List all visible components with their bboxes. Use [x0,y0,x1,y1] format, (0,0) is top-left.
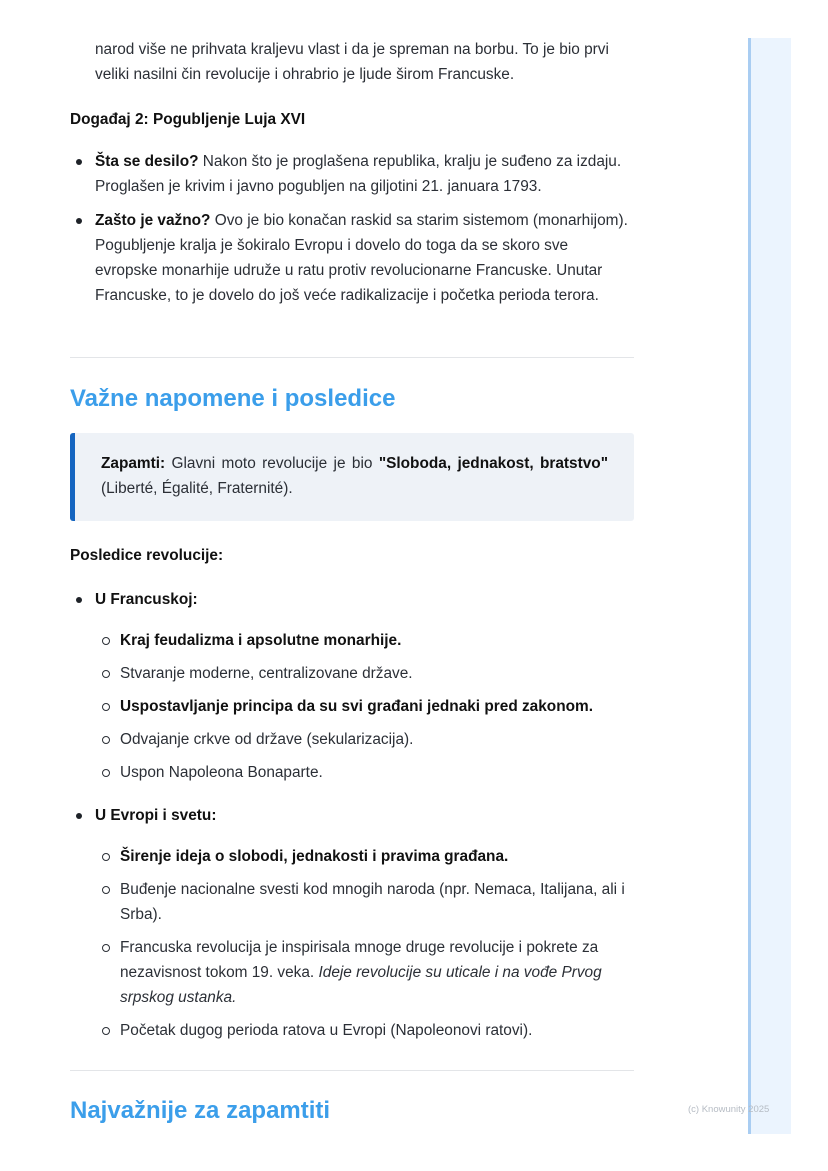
serbian-uprising-note: Ideje revolucije su uticale i na vođe Prvog srpskog ustanka. [120,964,602,1006]
motto-text: "Sloboda, jednakost, bratstvo" [378,455,608,472]
section-title-important: Važne napomene i posledice [70,385,396,412]
france-label: U Francuskoj: [70,587,634,612]
list-item [70,149,634,199]
page-side-panel [748,38,791,1134]
copyright-footer: (c) Knowunity 2025 [688,1104,770,1115]
europe-list [95,844,634,1043]
list-item [70,208,634,308]
remember-text-after: (Liberté, Égalité, Fraternité). [101,480,293,497]
what-happened-text: Nakon što je proglašena republika, kralju je suđeno za izdaju. Proglašen je krivim i javno pogubljen na giljotini 21. januara 1793. [95,153,622,195]
remember-text-before: Glavni moto revolucije je bio [165,455,379,472]
event-2-list [70,149,634,308]
remember-label: Zapamti: [101,455,166,472]
list-item: Širenje ideja o slobodi, jednakosti i pravima građana. [95,844,634,869]
list-item [95,935,634,1010]
list-item: Buđenje nacionalne svesti kod mnogih naroda (npr. Nemaca, Italijana, ali i Srba). [95,877,634,927]
event-2-heading: Događaj 2: Pogubljenje Luja XVI [70,111,306,128]
what-happened-label: Šta se desilo? [95,153,199,170]
continuation-paragraph: narod više ne prihvata kraljevu vlast i da je spreman na borbu. To je bio prvi veliki nasilni čin revolucije i ohrabrio je ljude širom Francuske. [95,41,609,83]
consequences-france [70,587,634,785]
section-divider [70,357,634,358]
consequences-heading: Posledice revolucije: [70,547,224,564]
europe-label: U Evropi i svetu: [70,803,634,828]
list-item: Stvaranje moderne, centralizovane države. [95,661,634,686]
list-item: Odvajanje crkve od države (sekularizacija). [95,727,634,752]
france-list [95,628,634,785]
consequences-europe [70,803,634,1043]
list-item: Kraj feudalizma i apsolutne monarhije. [95,628,634,653]
inspiration-text: Francuska revolucija je inspirisala mnoge druge revolucije i pokrete za nezavisnost tokom 19. veka. [120,939,599,981]
remember-callout [70,433,634,521]
list-item: Početak dugog perioda ratova u Evropi (Napoleonovi ratovi). [95,1018,634,1043]
section-divider [70,1070,634,1071]
list-item: Uspostavljanje principa da su svi građani jednaki pred zakonom. [95,694,634,719]
why-important-text: Ovo je bio konačan raskid sa starim sistemom (monarhijom). Pogubljenje kralja je šokiralo Evropu i dovelo do toga da se skoro sve evropske monarhije udruže u ratu protiv revolucionarne Francuske. Unutar Francuske, to je dovelo do još veće radikalizacije i početka perioda terora. [95,212,628,304]
section-title-summary: Najvažnije za zapamtiti [70,1097,331,1124]
why-important-label: Zašto je važno? [95,212,211,229]
list-item: Uspon Napoleona Bonaparte. [95,760,634,785]
